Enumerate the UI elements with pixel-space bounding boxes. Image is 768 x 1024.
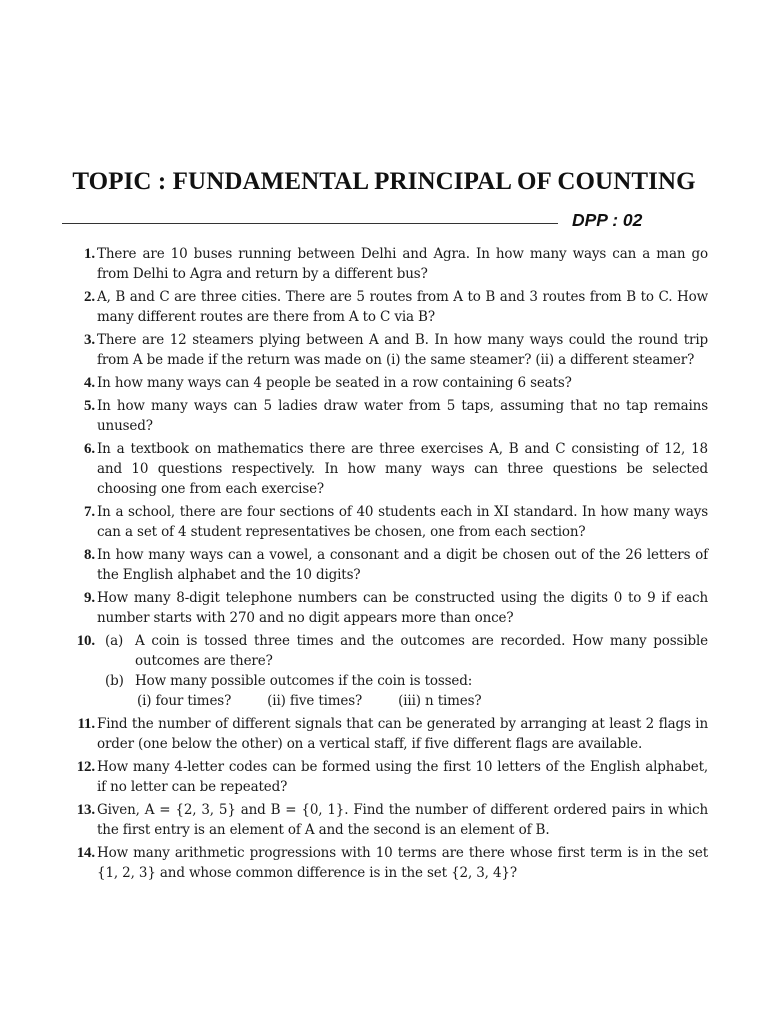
question-text: There are 12 steamers plying between A and B. In how many ways could the round trip from A be made if the return was made on (i) the same steamer? (ii) a different steamer? (97, 332, 708, 368)
question-text: In how many ways can 5 ladies draw water from 5 taps, assuming that no tap remains unused? (97, 398, 708, 434)
question-5 (60, 396, 708, 436)
sub-question-label: (b) (105, 673, 124, 689)
question-number: 3. (84, 332, 95, 348)
question-text: There are 10 buses running between Delhi and Agra. In how many ways can a man go from Delhi to Agra and return by a different bus? (97, 246, 708, 282)
option-four-times: (i) four times? (137, 693, 232, 709)
question-10-body (97, 631, 708, 711)
question-number: 1. (84, 246, 95, 262)
question-text: In a textbook on mathematics there are three exercises A, B and C consisting of 12, 18 and 10 questions respectively. In how many ways can three questions be selected choosing one from each exercise? (97, 441, 708, 497)
question-number: 13. (76, 802, 95, 818)
question-text: How many arithmetic progressions with 10 terms are there whose first term is in the set {1, 2, 3} and whose common difference is in the set {2, 3, 4}? (97, 845, 708, 881)
question-text: Find the number of different signals that can be generated by arranging at least 2 flags in order (one below the other) on a vertical staff, if five different flags are available. (97, 716, 708, 752)
question-14 (60, 843, 708, 883)
question-number: 14. (76, 845, 95, 861)
sub-question-text: A coin is tossed three times and the outcomes are recorded. How many possible outcomes are there? (135, 633, 708, 669)
question-11 (60, 714, 708, 754)
question-number: 12. (76, 759, 95, 775)
option-n-times: (iii) n times? (398, 693, 482, 709)
sub-question-text: How many possible outcomes if the coin is tossed: (135, 673, 473, 689)
question-text: A, B and C are three cities. There are 5 routes from A to B and 3 routes from B to C. How many different routes are there from A to C via B? (97, 289, 708, 325)
header-rule (62, 223, 558, 224)
option-five-times: (ii) five times? (267, 693, 363, 709)
sub-question-b-options (97, 691, 708, 711)
question-text: In how many ways can 4 people be seated in a row containing 6 seats? (97, 375, 572, 391)
question-13 (60, 800, 708, 840)
question-text: How many 8-digit telephone numbers can be constructed using the digits 0 to 9 if each number starts with 270 and no digit appears more than once? (97, 590, 708, 626)
question-number: 11. (77, 716, 95, 732)
sub-question-a (97, 631, 708, 671)
question-4 (60, 373, 708, 393)
question-10 (60, 631, 708, 711)
dpp-label: DPP : 02 (572, 210, 643, 230)
question-number: 8. (84, 547, 95, 563)
sub-question-b (97, 671, 708, 691)
question-number: 10. (76, 633, 95, 649)
question-text: In a school, there are four sections of 40 students each in XI standard. In how many ways can a set of 4 student representatives be chosen, one from each section? (97, 504, 708, 540)
question-text: How many 4-letter codes can be formed using the first 10 letters of the English alphabet, if no letter can be repeated? (97, 759, 708, 795)
question-text: In how many ways can a vowel, a consonant and a digit be chosen out of the 26 letters of the English alphabet and the 10 digits? (97, 547, 708, 583)
question-2 (60, 287, 708, 327)
question-text: Given, A = {2, 3, 5} and B = {0, 1}. Find the number of different ordered pairs in which the first entry is an element of A and the second is an element of B. (97, 802, 708, 838)
question-6 (60, 439, 708, 499)
question-3 (60, 330, 708, 370)
question-number: 4. (84, 375, 95, 391)
question-number: 6. (84, 441, 95, 457)
question-9 (60, 588, 708, 628)
question-7 (60, 502, 708, 542)
question-number: 9. (84, 590, 95, 606)
question-number: 7. (84, 504, 95, 520)
question-number: 5. (84, 398, 95, 414)
question-8 (60, 545, 708, 585)
sub-question-label: (a) (105, 633, 124, 649)
question-list (60, 244, 708, 886)
question-number: 2. (84, 289, 95, 305)
question-12 (60, 757, 708, 797)
page-title: TOPIC : FUNDAMENTAL PRINCIPAL OF COUNTING (72, 168, 696, 195)
question-1 (60, 244, 708, 284)
